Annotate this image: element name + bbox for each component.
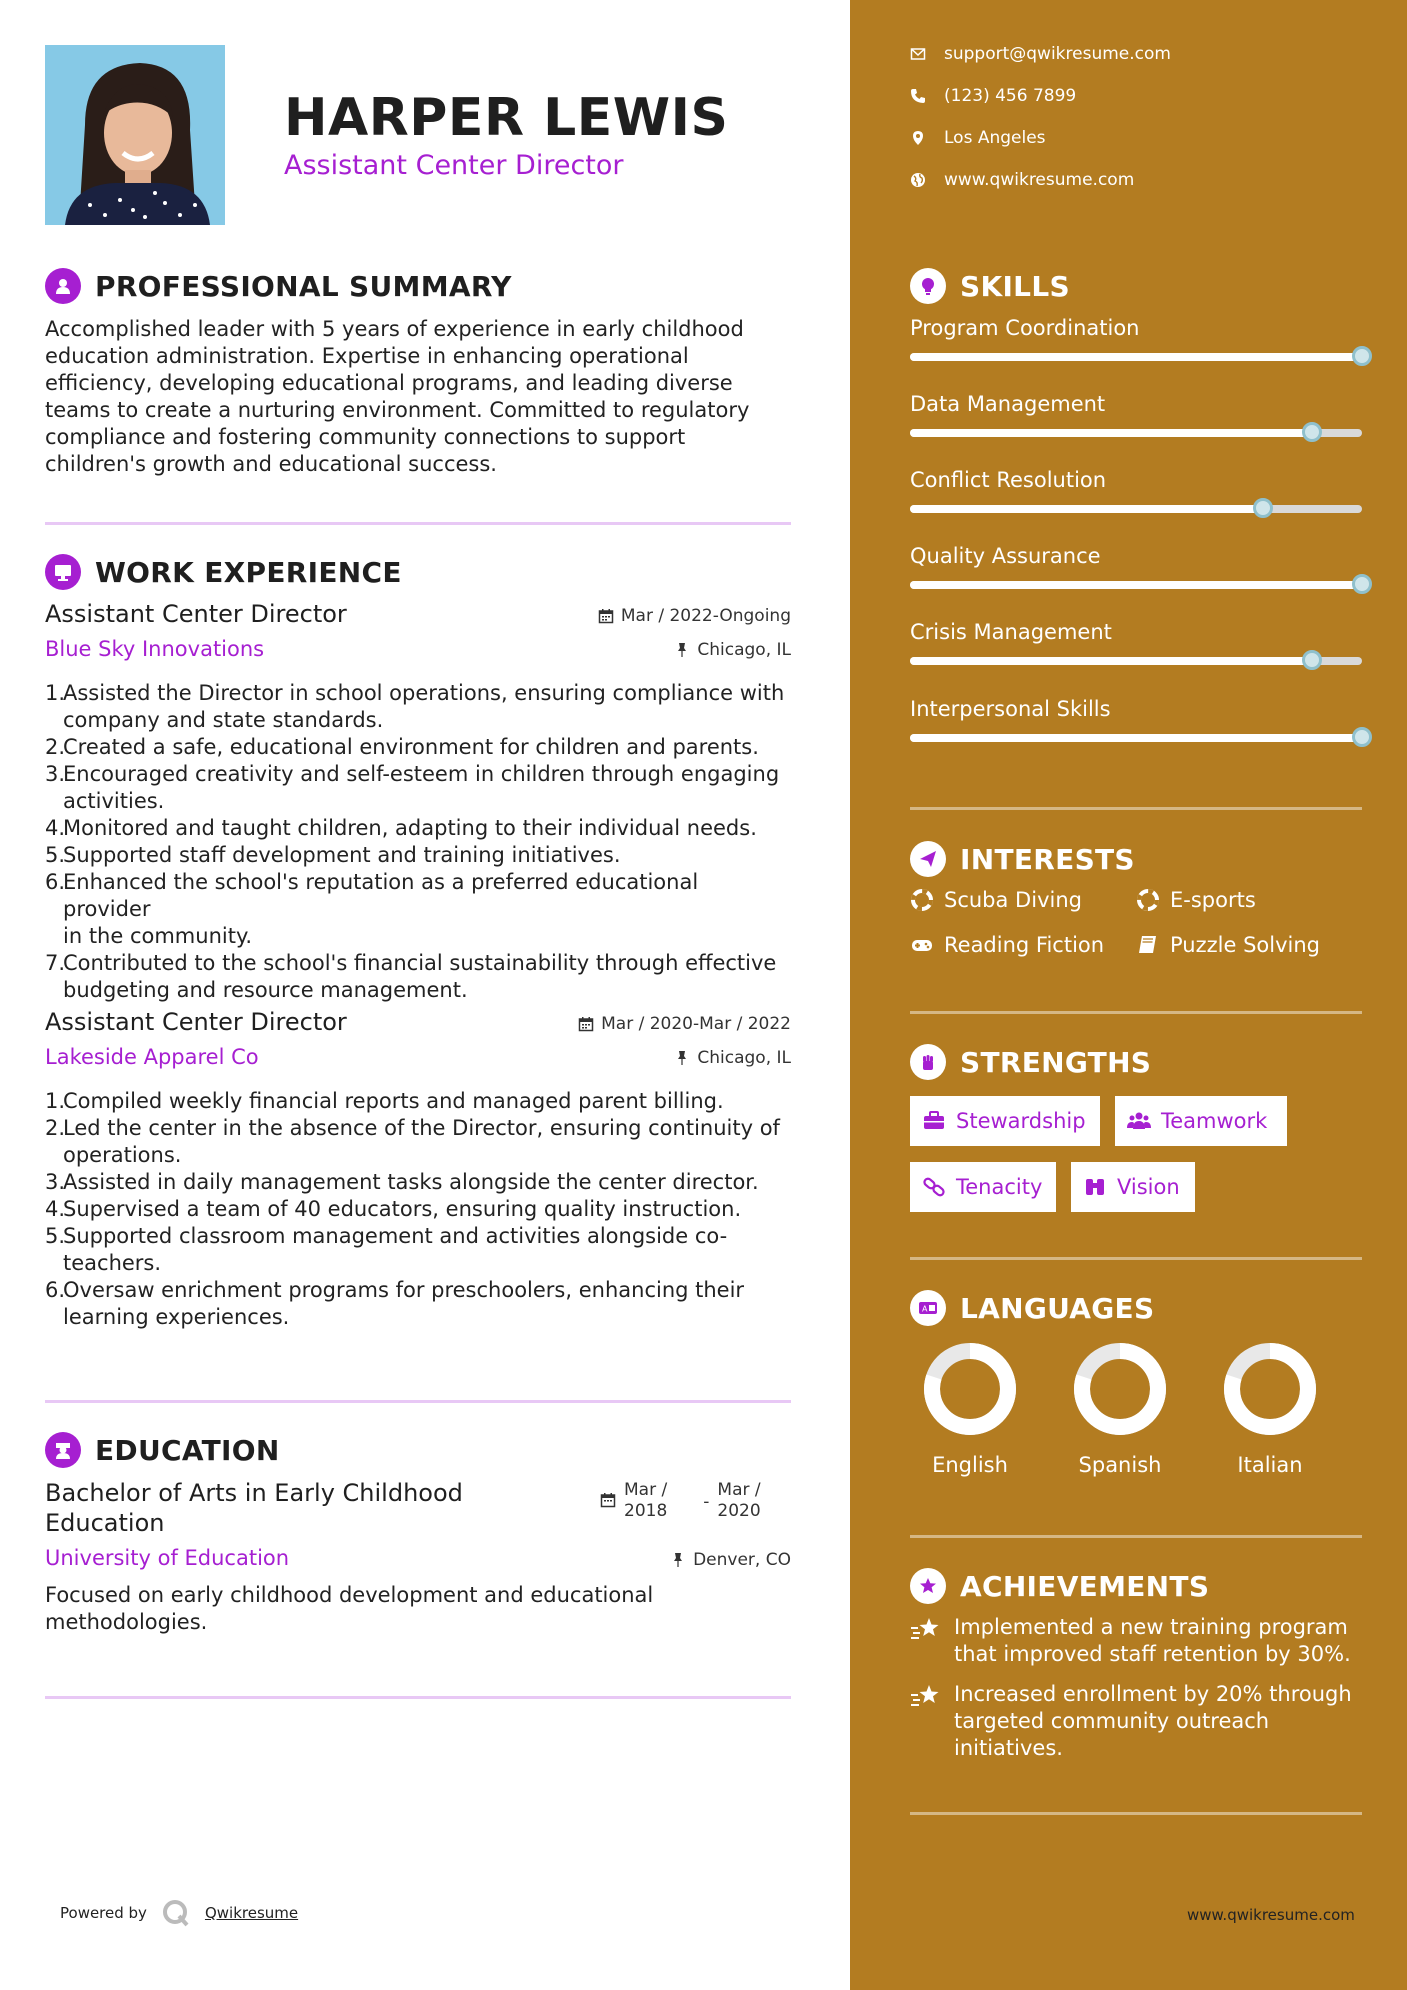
users-icon <box>1127 1109 1151 1133</box>
duty-item: 5.Supported classroom management and activities alongside co- teachers. <box>45 1224 728 1275</box>
skill-item <box>910 544 1362 568</box>
paper-plane-icon <box>910 841 946 877</box>
link-icon <box>922 1175 946 1199</box>
summary-heading <box>45 268 512 304</box>
summary-title: PROFESSIONAL SUMMARY <box>95 269 512 303</box>
job-date <box>578 1014 791 1034</box>
candidate-role: Assistant Center Director <box>284 150 624 181</box>
duty-item: 6.Oversaw enrichment programs for preschoolers, enhancing their learning experiences. <box>45 1278 745 1329</box>
interests-title: INTERESTS <box>960 842 1135 876</box>
globe-icon <box>910 172 926 188</box>
job-location-text: Chicago, IL <box>697 1048 791 1068</box>
strengths-heading <box>910 1044 1151 1080</box>
interest-label: Scuba Diving <box>944 888 1082 912</box>
duty-item: 4.Supervised a team of 40 educators, ensuring quality instruction. <box>45 1197 742 1221</box>
skill-item <box>910 468 1362 492</box>
strength-tag <box>910 1096 1100 1146</box>
education-title: EDUCATION <box>95 1433 280 1467</box>
graduate-icon <box>45 1432 81 1468</box>
gamepad-icon <box>910 933 934 957</box>
job-date-text: Mar / 2022-Ongoing <box>620 606 791 626</box>
portrait-image <box>45 45 225 225</box>
binoculars-icon <box>1083 1175 1107 1199</box>
start-year: 2018 <box>624 1501 668 1521</box>
skill-fill <box>910 505 1263 513</box>
duty-item: 6.Enhanced the school's reputation as a preferred educational provider in the community. <box>45 870 699 948</box>
sidebar <box>850 0 1407 1990</box>
qwikresume-logo-icon <box>161 1898 191 1928</box>
book-icon <box>1136 933 1160 957</box>
education-location <box>670 1550 791 1570</box>
strength-tag <box>1115 1096 1287 1146</box>
fist-icon <box>910 1044 946 1080</box>
skill-item <box>910 697 1362 721</box>
summary-line: children's growth and educational success. <box>45 452 497 476</box>
duty-item: 1.Compiled weekly financial reports and managed parent billing. <box>45 1089 724 1113</box>
summary-line: education administration. Expertise in enhancing operational <box>45 344 689 368</box>
strength-label: Vision <box>1117 1175 1180 1199</box>
star-badge-icon <box>910 1568 946 1604</box>
language-ring <box>1222 1341 1318 1437</box>
skill-label: Crisis Management <box>910 620 1112 644</box>
user-icon <box>45 268 81 304</box>
language-item <box>1060 1341 1180 1477</box>
achievement-item <box>910 1681 1362 1762</box>
interest-label: Puzzle Solving <box>1170 933 1320 957</box>
email-icon <box>910 46 926 62</box>
powered-by-label: Powered by <box>60 1904 147 1922</box>
interest-item <box>1136 933 1320 957</box>
website-text: www.qwikresume.com <box>944 170 1135 190</box>
skills-title: SKILLS <box>960 269 1070 303</box>
job-company: Blue Sky Innovations <box>45 637 265 661</box>
achievement-line: initiatives. <box>954 1736 1063 1760</box>
job-date <box>598 606 791 626</box>
languages-heading <box>910 1290 1154 1326</box>
education-dates <box>600 1480 761 1522</box>
description-line: methodologies. <box>45 1610 208 1634</box>
job-duties <box>45 1088 791 1331</box>
briefcase-icon <box>922 1109 946 1133</box>
language-item <box>1210 1341 1330 1477</box>
location-text: Los Angeles <box>944 128 1046 148</box>
achievements-title: ACHIEVEMENTS <box>960 1569 1210 1603</box>
skill-label: Interpersonal Skills <box>910 697 1111 721</box>
job-location-text: Chicago, IL <box>697 640 791 660</box>
section-divider <box>910 1257 1362 1260</box>
pin-icon <box>674 1050 690 1066</box>
job-company: Lakeside Apparel Co <box>45 1045 259 1069</box>
summary-line: Accomplished leader with 5 years of experience in early childhood <box>45 317 744 341</box>
duty-item: 2.Led the center in the absence of the Director, ensuring continuity of operations. <box>45 1116 780 1167</box>
calendar-icon <box>578 1016 594 1032</box>
interest-label: Reading Fiction <box>944 933 1105 957</box>
duty-item: 3.Encouraged creativity and self-esteem in children through engaging activities. <box>45 762 780 813</box>
qwikresume-link[interactable]: Qwikresume <box>204 1904 299 1922</box>
contact-email[interactable] <box>910 44 1171 64</box>
section-divider <box>910 1812 1362 1815</box>
achievement-line: that improved staff retention by 30%. <box>954 1642 1351 1666</box>
achievement-text <box>954 1681 1352 1762</box>
svg-text:A: A <box>922 1304 928 1314</box>
monitor-icon <box>45 554 81 590</box>
interests-heading <box>910 841 1135 877</box>
skill-knob <box>1352 574 1372 594</box>
skill-knob <box>1352 727 1372 747</box>
section-divider <box>910 807 1362 810</box>
degree-line: Education <box>45 1509 165 1537</box>
duty-item: 7.Contributed to the school's financial sustainability through effective budgeting and resource management. <box>45 951 777 1002</box>
skill-item <box>910 316 1362 340</box>
job-title: Assistant Center Director <box>45 600 347 628</box>
strength-label: Teamwork <box>1161 1109 1268 1133</box>
school-name: University of Education <box>45 1546 290 1570</box>
calendar-icon <box>600 1492 616 1508</box>
powered-by <box>60 1898 298 1928</box>
job-entry <box>45 600 791 1002</box>
duty-item: 4.Monitored and taught children, adapting to their individual needs. <box>45 816 757 840</box>
skill-knob <box>1253 498 1273 518</box>
job-entry <box>45 1008 791 1338</box>
calendar-icon <box>598 608 614 624</box>
education-description <box>45 1582 653 1636</box>
achievement-line: Increased enrollment by 20% through <box>954 1682 1352 1706</box>
duty-item: 5.Supported staff development and training initiatives. <box>45 843 621 867</box>
profile-photo <box>45 45 225 225</box>
section-divider <box>910 1011 1362 1014</box>
language-label: Italian <box>1237 1453 1303 1477</box>
shooting-star-icon <box>910 1683 942 1711</box>
skill-bar <box>910 505 1362 513</box>
end-date <box>717 1480 760 1522</box>
achievement-item <box>910 1614 1362 1668</box>
languages-title: LANGUAGES <box>960 1291 1155 1325</box>
skill-label: Quality Assurance <box>910 544 1101 568</box>
skill-knob <box>1302 650 1322 670</box>
education-entry <box>45 1478 791 1648</box>
interest-item <box>910 888 1082 912</box>
summary-line: teams to create a nurturing environment. Committed to regulatory <box>45 398 750 422</box>
contact-website[interactable] <box>910 170 1134 190</box>
achievement-line: targeted community outreach <box>954 1709 1270 1733</box>
job-duties <box>45 680 791 1004</box>
candidate-name: HARPER LEWIS <box>284 88 729 148</box>
skill-item <box>910 620 1362 644</box>
skill-fill <box>910 429 1312 437</box>
language-ring <box>1072 1341 1168 1437</box>
strengths-title: STRENGTHS <box>960 1045 1152 1079</box>
email-text: support@qwikresume.com <box>944 44 1171 64</box>
language-label: English <box>932 1453 1008 1477</box>
skill-label: Conflict Resolution <box>910 468 1107 492</box>
skill-bar <box>910 581 1362 589</box>
duty-item: 2.Created a safe, educational environment for children and parents. <box>45 735 759 759</box>
skill-label: Data Management <box>910 392 1106 416</box>
date-separator: - <box>703 1492 710 1512</box>
strength-label: Tenacity <box>956 1175 1043 1199</box>
job-location <box>674 1048 791 1068</box>
work-heading <box>45 554 402 590</box>
skill-fill <box>910 734 1362 742</box>
achievement-text <box>954 1614 1351 1668</box>
contact-location <box>910 128 1046 148</box>
interest-label: E-sports <box>1170 888 1256 912</box>
degree-line: Bachelor of Arts in Early Childhood <box>45 1479 463 1507</box>
summary-line: efficiency, developing educational programs, and leading diverse <box>45 371 733 395</box>
map-marker-icon <box>910 130 926 146</box>
description-line: Focused on early childhood development and educational <box>45 1583 654 1607</box>
duty-item: 3.Assisted in daily management tasks alongside the center director. <box>45 1170 759 1194</box>
end-month: Mar / <box>717 1480 761 1500</box>
skill-bar <box>910 734 1362 742</box>
skills-heading <box>910 268 1070 304</box>
achievements-heading <box>910 1568 1209 1604</box>
degree <box>45 1478 463 1538</box>
interest-item <box>1136 888 1256 912</box>
education-heading <box>45 1432 280 1468</box>
end-year: 2020 <box>717 1501 761 1521</box>
job-title: Assistant Center Director <box>45 1008 347 1036</box>
interest-item <box>910 933 1104 957</box>
skill-fill <box>910 353 1362 361</box>
pin-icon <box>674 642 690 658</box>
education-location-text: Denver, CO <box>693 1550 791 1570</box>
lightbulb-icon <box>910 268 946 304</box>
phone-icon <box>910 88 926 104</box>
work-title: WORK EXPERIENCE <box>95 555 402 589</box>
job-location <box>674 640 791 660</box>
skill-label: Program Coordination <box>910 316 1140 340</box>
contact-phone[interactable] <box>910 86 1076 106</box>
skill-bar <box>910 353 1362 361</box>
lifebuoy-icon <box>910 888 934 912</box>
strength-label: Stewardship <box>956 1109 1086 1133</box>
summary-line: compliance and fostering community connections to support <box>45 425 686 449</box>
section-divider <box>910 1535 1362 1538</box>
language-label: Spanish <box>1078 1453 1162 1477</box>
phone-text: (123) 456 7899 <box>944 86 1077 106</box>
summary-text <box>45 316 791 478</box>
lifebuoy-icon <box>1136 888 1160 912</box>
skill-item <box>910 392 1362 416</box>
start-date <box>624 1480 667 1522</box>
skill-fill <box>910 581 1362 589</box>
footer-website[interactable]: www.qwikresume.com <box>1187 1906 1355 1924</box>
language-item <box>910 1341 1030 1477</box>
job-date-text: Mar / 2020-Mar / 2022 <box>601 1014 791 1034</box>
strength-tag <box>910 1162 1056 1212</box>
section-divider <box>45 522 791 525</box>
skill-knob <box>1352 346 1372 366</box>
skill-bar <box>910 657 1362 665</box>
pin-icon <box>670 1552 686 1568</box>
skill-fill <box>910 657 1312 665</box>
duty-item: 1.Assisted the Director in school operations, ensuring compliance with company and state standards. <box>45 681 785 732</box>
shooting-star-icon <box>910 1616 942 1644</box>
strength-tag <box>1071 1162 1195 1212</box>
skill-knob <box>1302 422 1322 442</box>
translate-icon <box>910 1290 946 1326</box>
start-month: Mar / <box>624 1480 668 1500</box>
achievement-line: Implemented a new training program <box>954 1615 1348 1639</box>
section-divider <box>45 1400 791 1403</box>
section-divider <box>45 1696 791 1699</box>
language-ring <box>922 1341 1018 1437</box>
skill-bar <box>910 429 1362 437</box>
